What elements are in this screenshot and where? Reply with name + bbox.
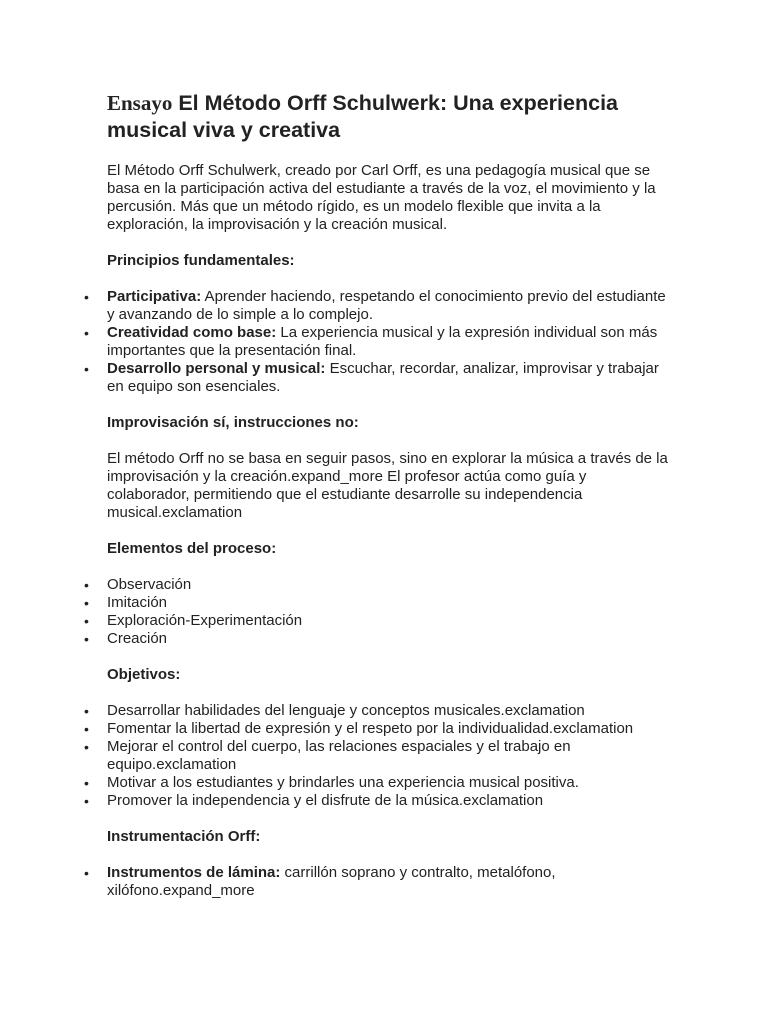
title-text: El Método Orff Schulwerk: Una experiencia musical viva y creativa	[107, 91, 619, 142]
improvisacion-paragraph: El método Orff no se basa en seguir pasos, sino en explorar la música a través de la improvisación y la creación.expand_more El profesor actúa como guía y colaborador, permitiendo que el estudiante desarrolle su independencia musical.exclamation	[107, 450, 668, 521]
intro-paragraph: El Método Orff Schulwerk, creado por Carl Orff, es una pedagogía musical que se basa en la participación activa del estudiante a través de la voz, el movimiento y la percusión. Más que un método rígido, es un modelo flexible que invita a la exploración, la improvisación y la creación musical.	[107, 162, 656, 233]
list-item-term: Creatividad como base:	[107, 324, 277, 341]
list-item: • Imitación	[107, 594, 668, 612]
list-item: • Desarrollar habilidades del lenguaje y conceptos musicales.exclamation	[107, 702, 668, 720]
list-item-text: Aprender haciendo, respetando el conocimiento previo del estudiante y avanzando de lo simple a lo complejo.	[107, 288, 666, 323]
instrumentacion-list	[107, 864, 668, 900]
list-item-text: carrillón soprano y contralto, metalófono, xilófono.expand_more	[107, 864, 556, 899]
list-item-term: Instrumentos de lámina:	[107, 864, 281, 881]
list-item	[107, 324, 668, 360]
section-heading-instrumentacion: Instrumentación Orff:	[107, 828, 261, 845]
list-item: • Exploración-Experimentación	[107, 612, 668, 630]
list-item: • Observación	[107, 576, 668, 594]
list-item-term: Desarrollo personal y musical:	[107, 360, 326, 377]
section-heading-principios: Principios fundamentales:	[107, 252, 295, 269]
section-heading-improvisacion: Improvisación sí, instrucciones no:	[107, 414, 359, 431]
list-item: • Mejorar el control del cuerpo, las relaciones espaciales y el trabajo en equipo.exclamation	[107, 738, 668, 774]
objetivos-list	[107, 702, 668, 810]
list-item	[107, 864, 668, 900]
document-title	[107, 90, 668, 144]
list-item-term: Participativa:	[107, 288, 202, 305]
list-item: • Motivar a los estudiantes y brindarles una experiencia musical positiva.	[107, 774, 668, 792]
title-prefix: Ensayo	[107, 91, 173, 115]
list-item-text: La experiencia musical y la expresión individual son más importantes que la presentación final.	[107, 324, 658, 359]
list-item	[107, 360, 668, 396]
section-heading-elementos: Elementos del proceso:	[107, 540, 277, 557]
list-item: • Fomentar la libertad de expresión y el respeto por la individualidad.exclamation	[107, 720, 668, 738]
list-item: • Creación	[107, 630, 668, 648]
list-item: • Promover la independencia y el disfrute de la música.exclamation	[107, 792, 668, 810]
list-item-text: Escuchar, recordar, analizar, improvisar y trabajar en equipo son esenciales.	[107, 360, 659, 395]
principios-list	[107, 288, 668, 396]
section-heading-objetivos: Objetivos:	[107, 666, 181, 683]
elementos-list	[107, 576, 668, 648]
list-item	[107, 288, 668, 324]
